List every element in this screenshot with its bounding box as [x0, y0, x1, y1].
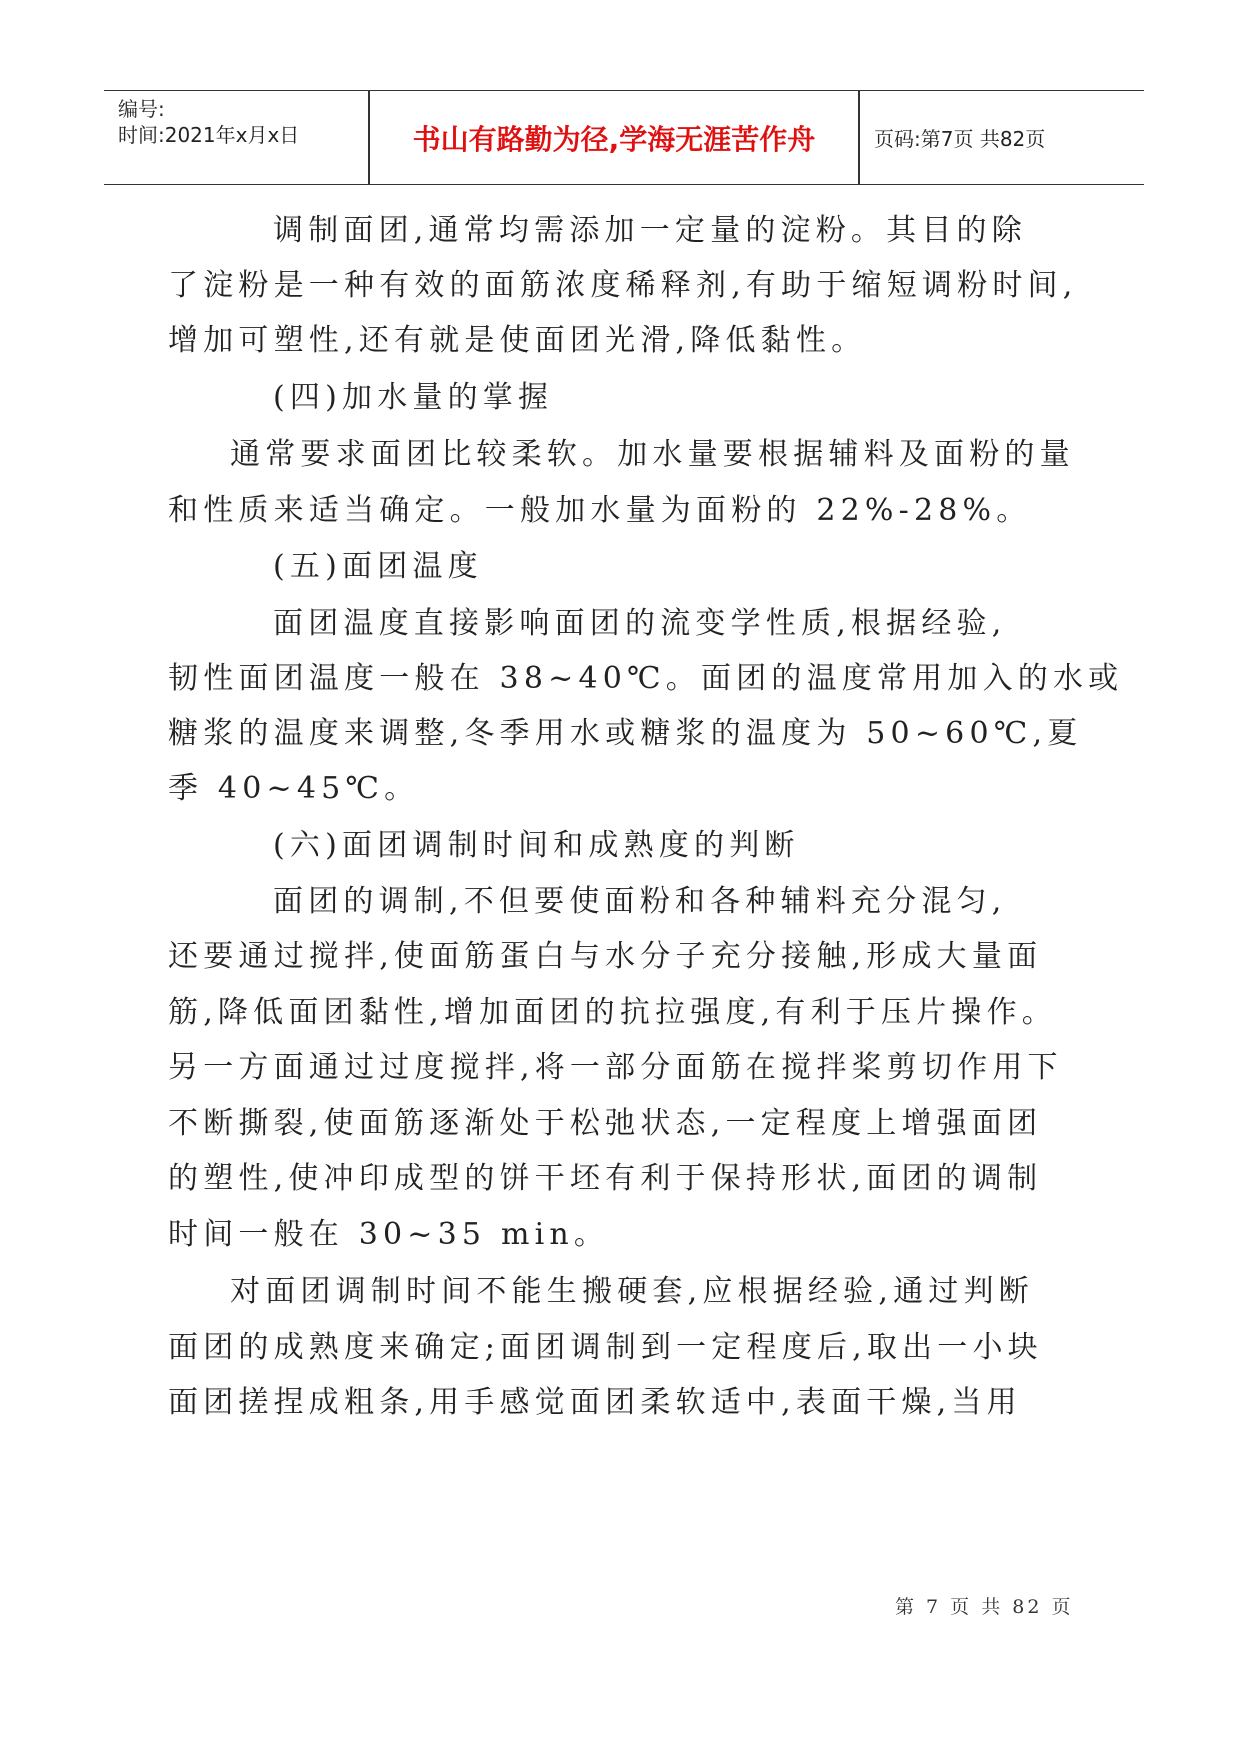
- section-heading: (五)面团温度: [273, 549, 483, 584]
- paragraph-line: 筋,降低面团黏性,增加面团的抗拉强度,有利于压片操作。: [168, 995, 1058, 1030]
- paragraph-line: 增加可塑性,还有就是使面团光滑,降低黏性。: [168, 323, 867, 358]
- paragraph-line: 不断撕裂,使面筋逐渐处于松弛状态,一定程度上增强面团: [168, 1106, 1043, 1141]
- paragraph-line: 糖浆的温度来调整,冬季用水或糖浆的温度为 50~60℃,夏: [168, 716, 1083, 751]
- header-meta: [118, 91, 363, 184]
- paragraph-line: 的塑性,使冲印成型的饼干坯有利于保持形状,面团的调制: [168, 1161, 1043, 1196]
- page-footer-number: 第 7 页 共 82 页: [895, 1596, 1074, 1618]
- page-header: [104, 90, 1144, 185]
- paragraph-line: 对面团调制时间不能生搬硬套,应根据经验,通过判断: [230, 1274, 1034, 1309]
- paragraph-line: 面团温度直接影响面团的流变学性质,根据经验,: [273, 606, 1007, 641]
- paragraph-line: 时间一般在 30~35 min。: [168, 1217, 610, 1252]
- header-page-info: 页码:第7页 共82页: [874, 127, 1046, 151]
- paragraph-line: 了淀粉是一种有效的面筋浓度稀释剂,有助于缩短调粉时间,: [168, 268, 1078, 303]
- paragraph-line: 还要通过搅拌,使面筋蛋白与水分子充分接触,形成大量面: [168, 939, 1043, 974]
- header-divider: [858, 91, 860, 184]
- paragraph-line: 另一方面通过过度搅拌,将一部分面筋在搅拌桨剪切作用下: [168, 1050, 1063, 1085]
- paragraph-line: 调制面团,通常均需添加一定量的淀粉。其目的除: [273, 213, 1027, 248]
- paragraph-line: 韧性面团温度一般在 38~40℃。面团的温度常用加入的水或: [168, 661, 1124, 696]
- paragraph-line: 面团的调制,不但要使面粉和各种辅料充分混匀,: [273, 884, 1007, 919]
- paragraph-line: 和性质来适当确定。一般加水量为面粉的 22%-28%。: [168, 493, 1032, 528]
- document-number-label: 编号:: [118, 97, 165, 121]
- document-time-label: 时间:2021年x月x日: [118, 123, 300, 147]
- header-motto: 书山有路勤为径,学海无涯苦作舟: [412, 122, 816, 156]
- paragraph-line: 通常要求面团比较柔软。加水量要根据辅料及面粉的量: [230, 437, 1075, 472]
- paragraph-line: 面团搓捏成粗条,用手感觉面团柔软适中,表面干燥,当用: [168, 1385, 1022, 1420]
- paragraph-line: 季 40~45℃。: [168, 771, 420, 806]
- section-heading: (六)面团调制时间和成熟度的判断: [273, 828, 800, 863]
- paragraph-line: 面团的成熟度来确定;面团调制到一定程度后,取出一小块: [168, 1330, 1043, 1365]
- section-heading: (四)加水量的掌握: [273, 380, 554, 415]
